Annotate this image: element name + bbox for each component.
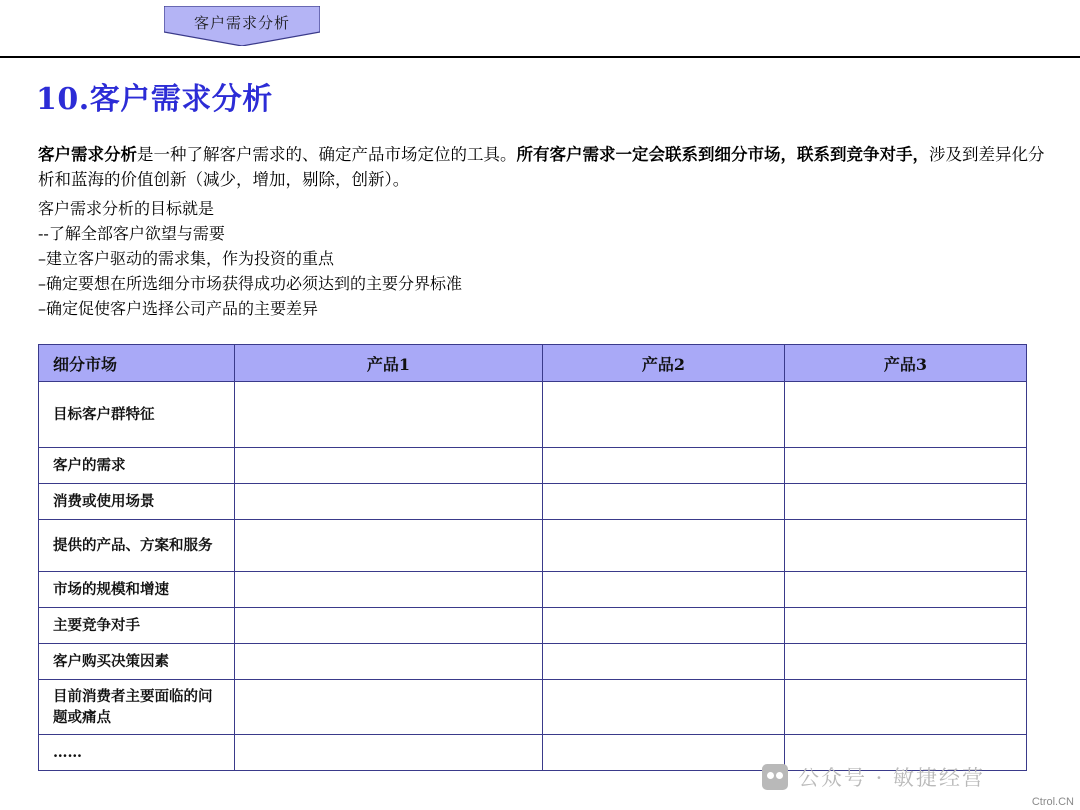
body-line-1: --了解全部客户欲望与需要 <box>38 224 225 243</box>
row-cell-product3[interactable] <box>785 572 1027 608</box>
column-header-segment: 细分市场 <box>39 345 235 382</box>
row-label: 主要竞争对手 <box>39 608 235 644</box>
banner-tag-shape <box>164 6 320 46</box>
row-cell-product1[interactable] <box>235 608 543 644</box>
wechat-logo-icon <box>762 764 788 790</box>
row-cell-product2[interactable] <box>543 608 785 644</box>
lead-bold-2: 所有客户需求一定会联系到细分市场，联系到竞争对手， <box>516 145 929 164</box>
table-row <box>39 520 1027 572</box>
body-line-4: –确定促使客户选择公司产品的主要差异 <box>38 299 319 318</box>
banner-tag-label: 客户需求分析 <box>193 14 290 32</box>
table-row <box>39 680 1027 735</box>
row-cell-product1[interactable] <box>235 520 543 572</box>
body-copy <box>38 142 1048 321</box>
row-cell-product3[interactable] <box>785 680 1027 735</box>
column-header-product1: 产品1 <box>235 345 543 382</box>
row-label: 消费或使用场景 <box>39 484 235 520</box>
row-cell-product2[interactable] <box>543 572 785 608</box>
row-label: 目标客户群特征 <box>39 382 235 448</box>
row-label: 市场的规模和增速 <box>39 572 235 608</box>
row-cell-product2[interactable] <box>543 644 785 680</box>
row-label: 客户购买决策因素 <box>39 644 235 680</box>
row-cell-product2[interactable] <box>543 680 785 735</box>
row-cell-product1[interactable] <box>235 448 543 484</box>
table-header <box>39 345 1027 382</box>
body-line-2: –建立客户驱动的需求集，作为投资的重点 <box>38 249 335 268</box>
table-row <box>39 484 1027 520</box>
lead-paragraph <box>38 142 1048 192</box>
row-cell-product2[interactable] <box>543 382 785 448</box>
column-header-product3: 产品3 <box>785 345 1027 382</box>
body-line-3: –确定要想在所选细分市场获得成功必须达到的主要分界标准 <box>38 274 463 293</box>
page-title: 10.客户需求分析 <box>36 82 273 117</box>
top-banner <box>0 0 1080 58</box>
table-row <box>39 382 1027 448</box>
row-label: 客户的需求 <box>39 448 235 484</box>
banner-divider <box>0 56 1080 58</box>
lead-normal-2: 涉及到差异化分析和蓝海的价值创新（减少，增加，剔除，创新）。 <box>38 145 1045 189</box>
row-label: …… <box>39 735 235 771</box>
table-header-row <box>39 345 1027 382</box>
table-row <box>39 572 1027 608</box>
row-cell-product3[interactable] <box>785 448 1027 484</box>
row-cell-product2[interactable] <box>543 520 785 572</box>
table-row <box>39 448 1027 484</box>
row-cell-product2[interactable] <box>543 448 785 484</box>
row-label: 提供的产品、方案和服务 <box>39 520 235 572</box>
row-cell-product1[interactable] <box>235 680 543 735</box>
body-line-0: 客户需求分析的目标就是 <box>38 199 215 218</box>
row-cell-product1[interactable] <box>235 382 543 448</box>
table-row <box>39 608 1027 644</box>
row-cell-product1[interactable] <box>235 644 543 680</box>
row-cell-product2[interactable] <box>543 735 785 771</box>
table-body <box>39 382 1027 771</box>
row-cell-product3[interactable] <box>785 520 1027 572</box>
watermark-text: 公众号 · 敏捷经营 <box>798 766 986 790</box>
row-label: 目前消费者主要面临的问题或痛点 <box>39 680 235 735</box>
column-header-product2: 产品2 <box>543 345 785 382</box>
lead-normal-1: 是一种了解客户需求的、确定产品市场定位的工具。 <box>137 145 517 164</box>
table-row <box>39 644 1027 680</box>
corner-mark: Ctrol.CN <box>1031 796 1074 808</box>
row-cell-product1[interactable] <box>235 572 543 608</box>
row-cell-product2[interactable] <box>543 484 785 520</box>
row-cell-product3[interactable] <box>785 608 1027 644</box>
row-cell-product1[interactable] <box>235 735 543 771</box>
row-cell-product3[interactable] <box>785 484 1027 520</box>
row-cell-product1[interactable] <box>235 484 543 520</box>
row-cell-product3[interactable] <box>785 644 1027 680</box>
lead-bold-1: 客户需求分析 <box>38 145 137 164</box>
customer-demand-matrix <box>38 344 1027 771</box>
row-cell-product3[interactable] <box>785 382 1027 448</box>
watermark <box>762 762 985 792</box>
